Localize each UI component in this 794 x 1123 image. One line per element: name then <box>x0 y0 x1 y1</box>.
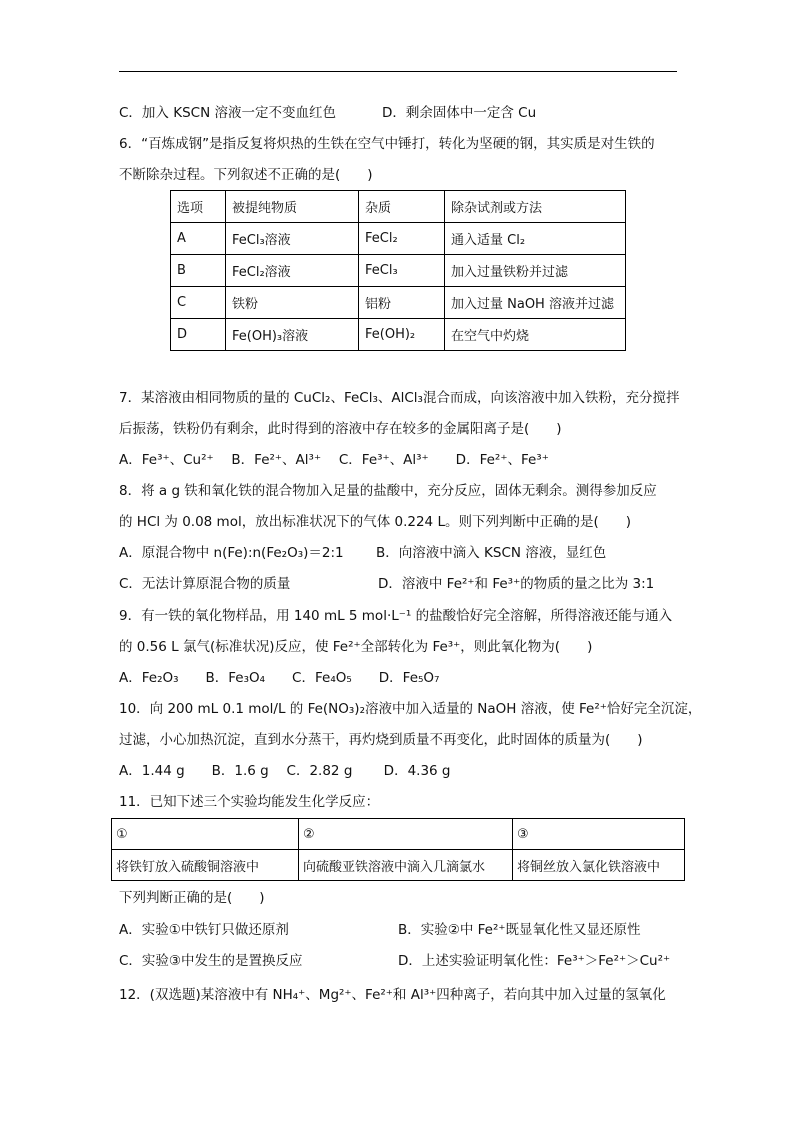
q6-stem-line2: 不断除杂过程。下列叙述不正确的是( ) <box>119 167 373 183</box>
table-cell: 在空气中灼烧 <box>445 319 626 351</box>
table-header-row <box>171 191 626 223</box>
table-row <box>171 223 626 255</box>
q6-stem-line1: 6．“百炼成钢”是指反复将炽热的生铁在空气中锤打，转化为坚硬的钢，其实质是对生铁的 <box>119 136 655 152</box>
q8-option-a: A．原混合物中 n(Fe):n(Fe₂O₃)＝2:1 <box>119 545 344 561</box>
table-cell: A <box>171 223 226 255</box>
table-cell: 将铁钉放入硫酸铜溶液中 <box>112 850 299 881</box>
q9-stem-line2: 的 0.56 L 氯气(标准状况)反应，使 Fe²⁺全部转化为 Fe³⁺，则此氧化物为( ) <box>119 639 593 655</box>
table-cell: Fe(OH)₂ <box>359 319 445 351</box>
q11-option-b: B．实验②中 Fe²⁺既显氧化性又显还原性 <box>398 922 641 938</box>
q12-stem-line1: 12．(双选题)某溶液中有 NH₄⁺、Mg²⁺、Fe²⁺和 Al³⁺四种离子，若向其中加入过量的氢氧化 <box>119 987 666 1003</box>
table-cell: 向硫酸亚铁溶液中滴入几滴氯水 <box>299 850 513 881</box>
header-cell: 杂质 <box>359 191 445 223</box>
q8-option-c: C．无法计算原混合物的质量 <box>119 576 291 592</box>
q8-option-d: D．溶液中 Fe²⁺和 Fe³⁺的物质的量之比为 3:1 <box>378 576 655 592</box>
q11-option-c: C．实验③中发生的是置换反应 <box>119 953 303 969</box>
table-cell: 铝粉 <box>359 287 445 319</box>
table-cell: FeCl₃溶液 <box>226 223 359 255</box>
header-rule <box>119 71 677 72</box>
header-cell: ③ <box>513 819 685 850</box>
q5-option-d: D．剩余固体中一定含 Cu <box>382 105 537 121</box>
q9-stem-line1: 9．有一铁的氧化物样品，用 140 mL 5 mol·L⁻¹ 的盐酸恰好完全溶解，所得溶液还能与通入 <box>119 608 673 624</box>
q11-stem-line1: 11．已知下述三个实验均能发生化学反应： <box>119 794 380 810</box>
table-row <box>171 287 626 319</box>
table-cell: FeCl₃ <box>359 255 445 287</box>
q10-stem-line2: 过滤，小心加热沉淀，直到水分蒸干，再灼烧到质量不再变化，此时固体的质量为( ) <box>119 732 643 748</box>
table-header-row <box>112 819 685 850</box>
q5-option-c: C．加入 KSCN 溶液一定不变血红色 <box>119 105 336 121</box>
q8-stem-line1: 8．将 a g 铁和氧化铁的混合物加入足量的盐酸中，充分反应，固体无剩余。测得参加反应 <box>119 483 657 499</box>
table-cell: C <box>171 287 226 319</box>
table-cell: 加入过量铁粉并过滤 <box>445 255 626 287</box>
table-row <box>171 319 626 351</box>
q6-table <box>170 190 626 351</box>
table-cell: D <box>171 319 226 351</box>
header-cell: 除杂试剂或方法 <box>445 191 626 223</box>
header-cell: ① <box>112 819 299 850</box>
q7-stem-line1: 7．某溶液由相同物质的量的 CuCl₂、FeCl₃、AlCl₃混合而成，向该溶液中加入铁粉，充分搅拌 <box>119 390 680 406</box>
table-cell: Fe(OH)₃溶液 <box>226 319 359 351</box>
table-row <box>112 850 685 881</box>
table-cell: 加入过量 NaOH 溶液并过滤 <box>445 287 626 319</box>
q10-stem-line1: 10．向 200 mL 0.1 mol/L 的 Fe(NO₃)₂溶液中加入适量的 NaOH 溶液，使 Fe²⁺恰好完全沉淀， <box>119 701 702 717</box>
table-cell: FeCl₂ <box>359 223 445 255</box>
table-cell: 通入适量 Cl₂ <box>445 223 626 255</box>
q7-stem-line2: 后振荡，铁粉仍有剩余，此时得到的溶液中存在较多的金属阳离子是( ) <box>119 421 562 437</box>
q7-options: A．Fe³⁺、Cu²⁺ B．Fe²⁺、Al³⁺ C．Fe³⁺、Al³⁺ D．Fe²⁺、Fe³⁺ <box>119 452 549 468</box>
table-cell: B <box>171 255 226 287</box>
table-row <box>171 255 626 287</box>
table-cell: 将铜丝放入氯化铁溶液中 <box>513 850 685 881</box>
q10-options: A．1.44 g B．1.6 g C．2.82 g D．4.36 g <box>119 763 451 779</box>
q8-stem-line2: 的 HCl 为 0.08 mol，放出标准状况下的气体 0.224 L。则下列判断中正确的是( ) <box>119 514 631 530</box>
header-cell: ② <box>299 819 513 850</box>
header-cell: 被提纯物质 <box>226 191 359 223</box>
q11-table <box>111 818 685 881</box>
q11-option-a: A．实验①中铁钉只做还原剂 <box>119 922 289 938</box>
table-cell: FeCl₂溶液 <box>226 255 359 287</box>
q9-options: A．Fe₂O₃ B．Fe₃O₄ C．Fe₄O₅ D．Fe₅O₇ <box>119 670 440 686</box>
q11-option-d: D．上述实验证明氧化性：Fe³⁺＞Fe²⁺＞Cu²⁺ <box>398 953 671 969</box>
q8-option-b: B．向溶液中滴入 KSCN 溶液，显红色 <box>376 545 607 561</box>
table-cell: 铁粉 <box>226 287 359 319</box>
header-cell: 选项 <box>171 191 226 223</box>
q11-stem-line2: 下列判断正确的是( ) <box>119 890 265 906</box>
